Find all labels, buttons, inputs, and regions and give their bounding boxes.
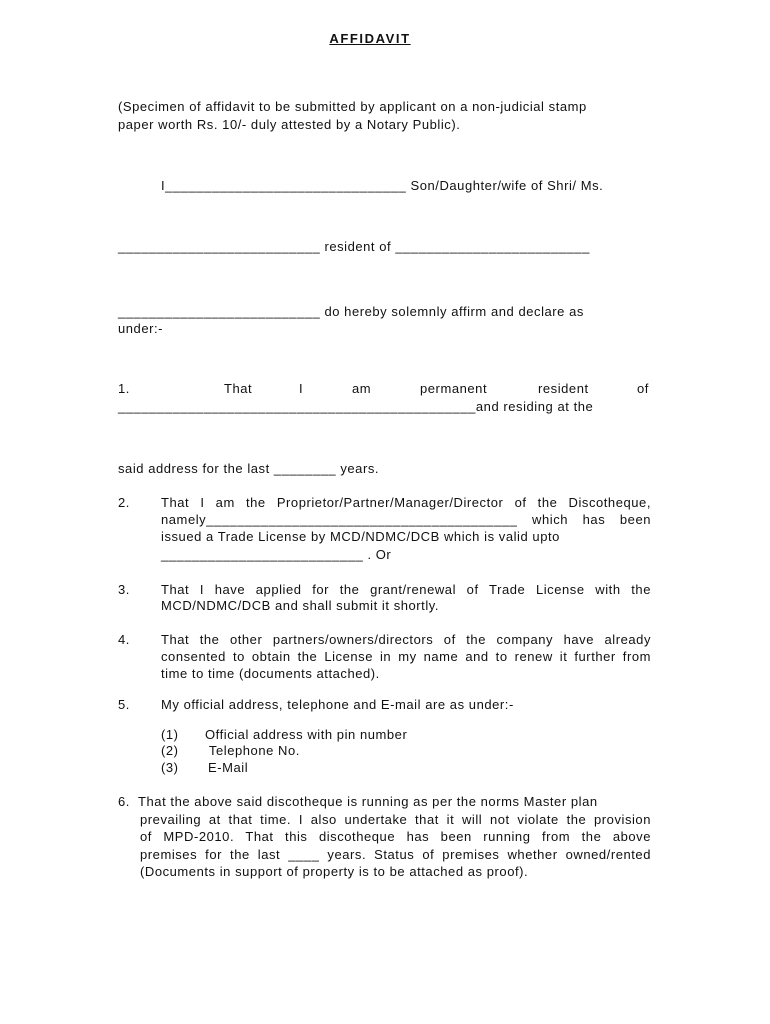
item-3-line-1: That I have applied for the grant/renewal of Trade License with the	[161, 582, 651, 597]
item-6-line-1: 6. That the above said discotheque is running as per the norms Master plan	[118, 794, 598, 809]
affirm-line-end: under:-	[118, 321, 164, 336]
item-1-line-2: ______________________________________________and residing at the	[118, 399, 594, 414]
subitem-number: (1)	[161, 727, 179, 742]
item-6-line-2: prevailing at that time. I also undertake that it will not violate the provision	[140, 812, 651, 827]
specimen-note-line-1: (Specimen of affidavit to be submitted by applicant on a non-judicial stamp	[118, 99, 587, 114]
item-4-line-2: consented to obtain the License in my name and to renew it further from	[161, 649, 651, 664]
subitem-number: (3)	[161, 760, 179, 775]
item-1-word: That	[224, 381, 253, 396]
affirm-line: __________________________ do hereby solemnly affirm and declare as	[118, 304, 584, 319]
item-2-line-3: issued a Trade License by MCD/NDMC/DCB which is valid upto	[161, 529, 560, 544]
item-5-number: 5.	[118, 697, 130, 712]
subitem-label: E-Mail	[208, 760, 249, 775]
item-3-line-2: MCD/NDMC/DCB and shall submit it shortly.	[161, 598, 440, 613]
subitem-email	[161, 759, 248, 776]
item-1-word: am	[352, 381, 372, 396]
item-2-line-2: namely________________________________________ which has been	[161, 512, 651, 527]
subitem-official-address	[161, 726, 407, 743]
item-1-word: permanent	[420, 381, 488, 396]
item-1-word: resident	[538, 381, 589, 396]
specimen-note-line-2: paper worth Rs. 10/- duly attested by a Notary Public).	[118, 117, 461, 132]
declarant-name-line: I_______________________________ Son/Daughter/wife of Shri/ Ms.	[161, 178, 604, 193]
item-6-line-3: of MPD-2010. That this discotheque has been running from the above	[140, 829, 651, 844]
item-1-word: of	[637, 381, 649, 396]
item-1-line-3: said address for the last ________ years.	[118, 461, 380, 476]
item-2-line-1: That I am the Proprietor/Partner/Manager/Director of the Discotheque,	[161, 495, 651, 510]
parent-residence-line: __________________________ resident of _________________________	[118, 239, 590, 254]
item-3-number: 3.	[118, 582, 130, 597]
subitem-label: Official address with pin number	[205, 727, 408, 742]
subitem-telephone	[161, 742, 300, 759]
page-title: AFFIDAVIT	[329, 31, 411, 46]
item-6-line-4: premises for the last ____ years. Status of premises whether owned/rented	[140, 847, 651, 862]
subitem-number: (2)	[161, 743, 179, 758]
subitem-label: Telephone No.	[205, 743, 300, 758]
item-5-text: My official address, telephone and E-mail are as under:-	[161, 697, 514, 712]
item-4-number: 4.	[118, 632, 130, 647]
item-6-line-5: (Documents in support of property is to be attached as proof).	[140, 864, 529, 879]
item-4-line-3: time to time (documents attached).	[161, 666, 380, 681]
item-2-line-4: __________________________ . Or	[161, 547, 392, 562]
item-4-line-1: That the other partners/owners/directors of the company have already	[161, 632, 651, 647]
item-1-number: 1.	[118, 381, 130, 396]
item-2-number: 2.	[118, 495, 130, 510]
item-1-word: I	[299, 381, 304, 396]
